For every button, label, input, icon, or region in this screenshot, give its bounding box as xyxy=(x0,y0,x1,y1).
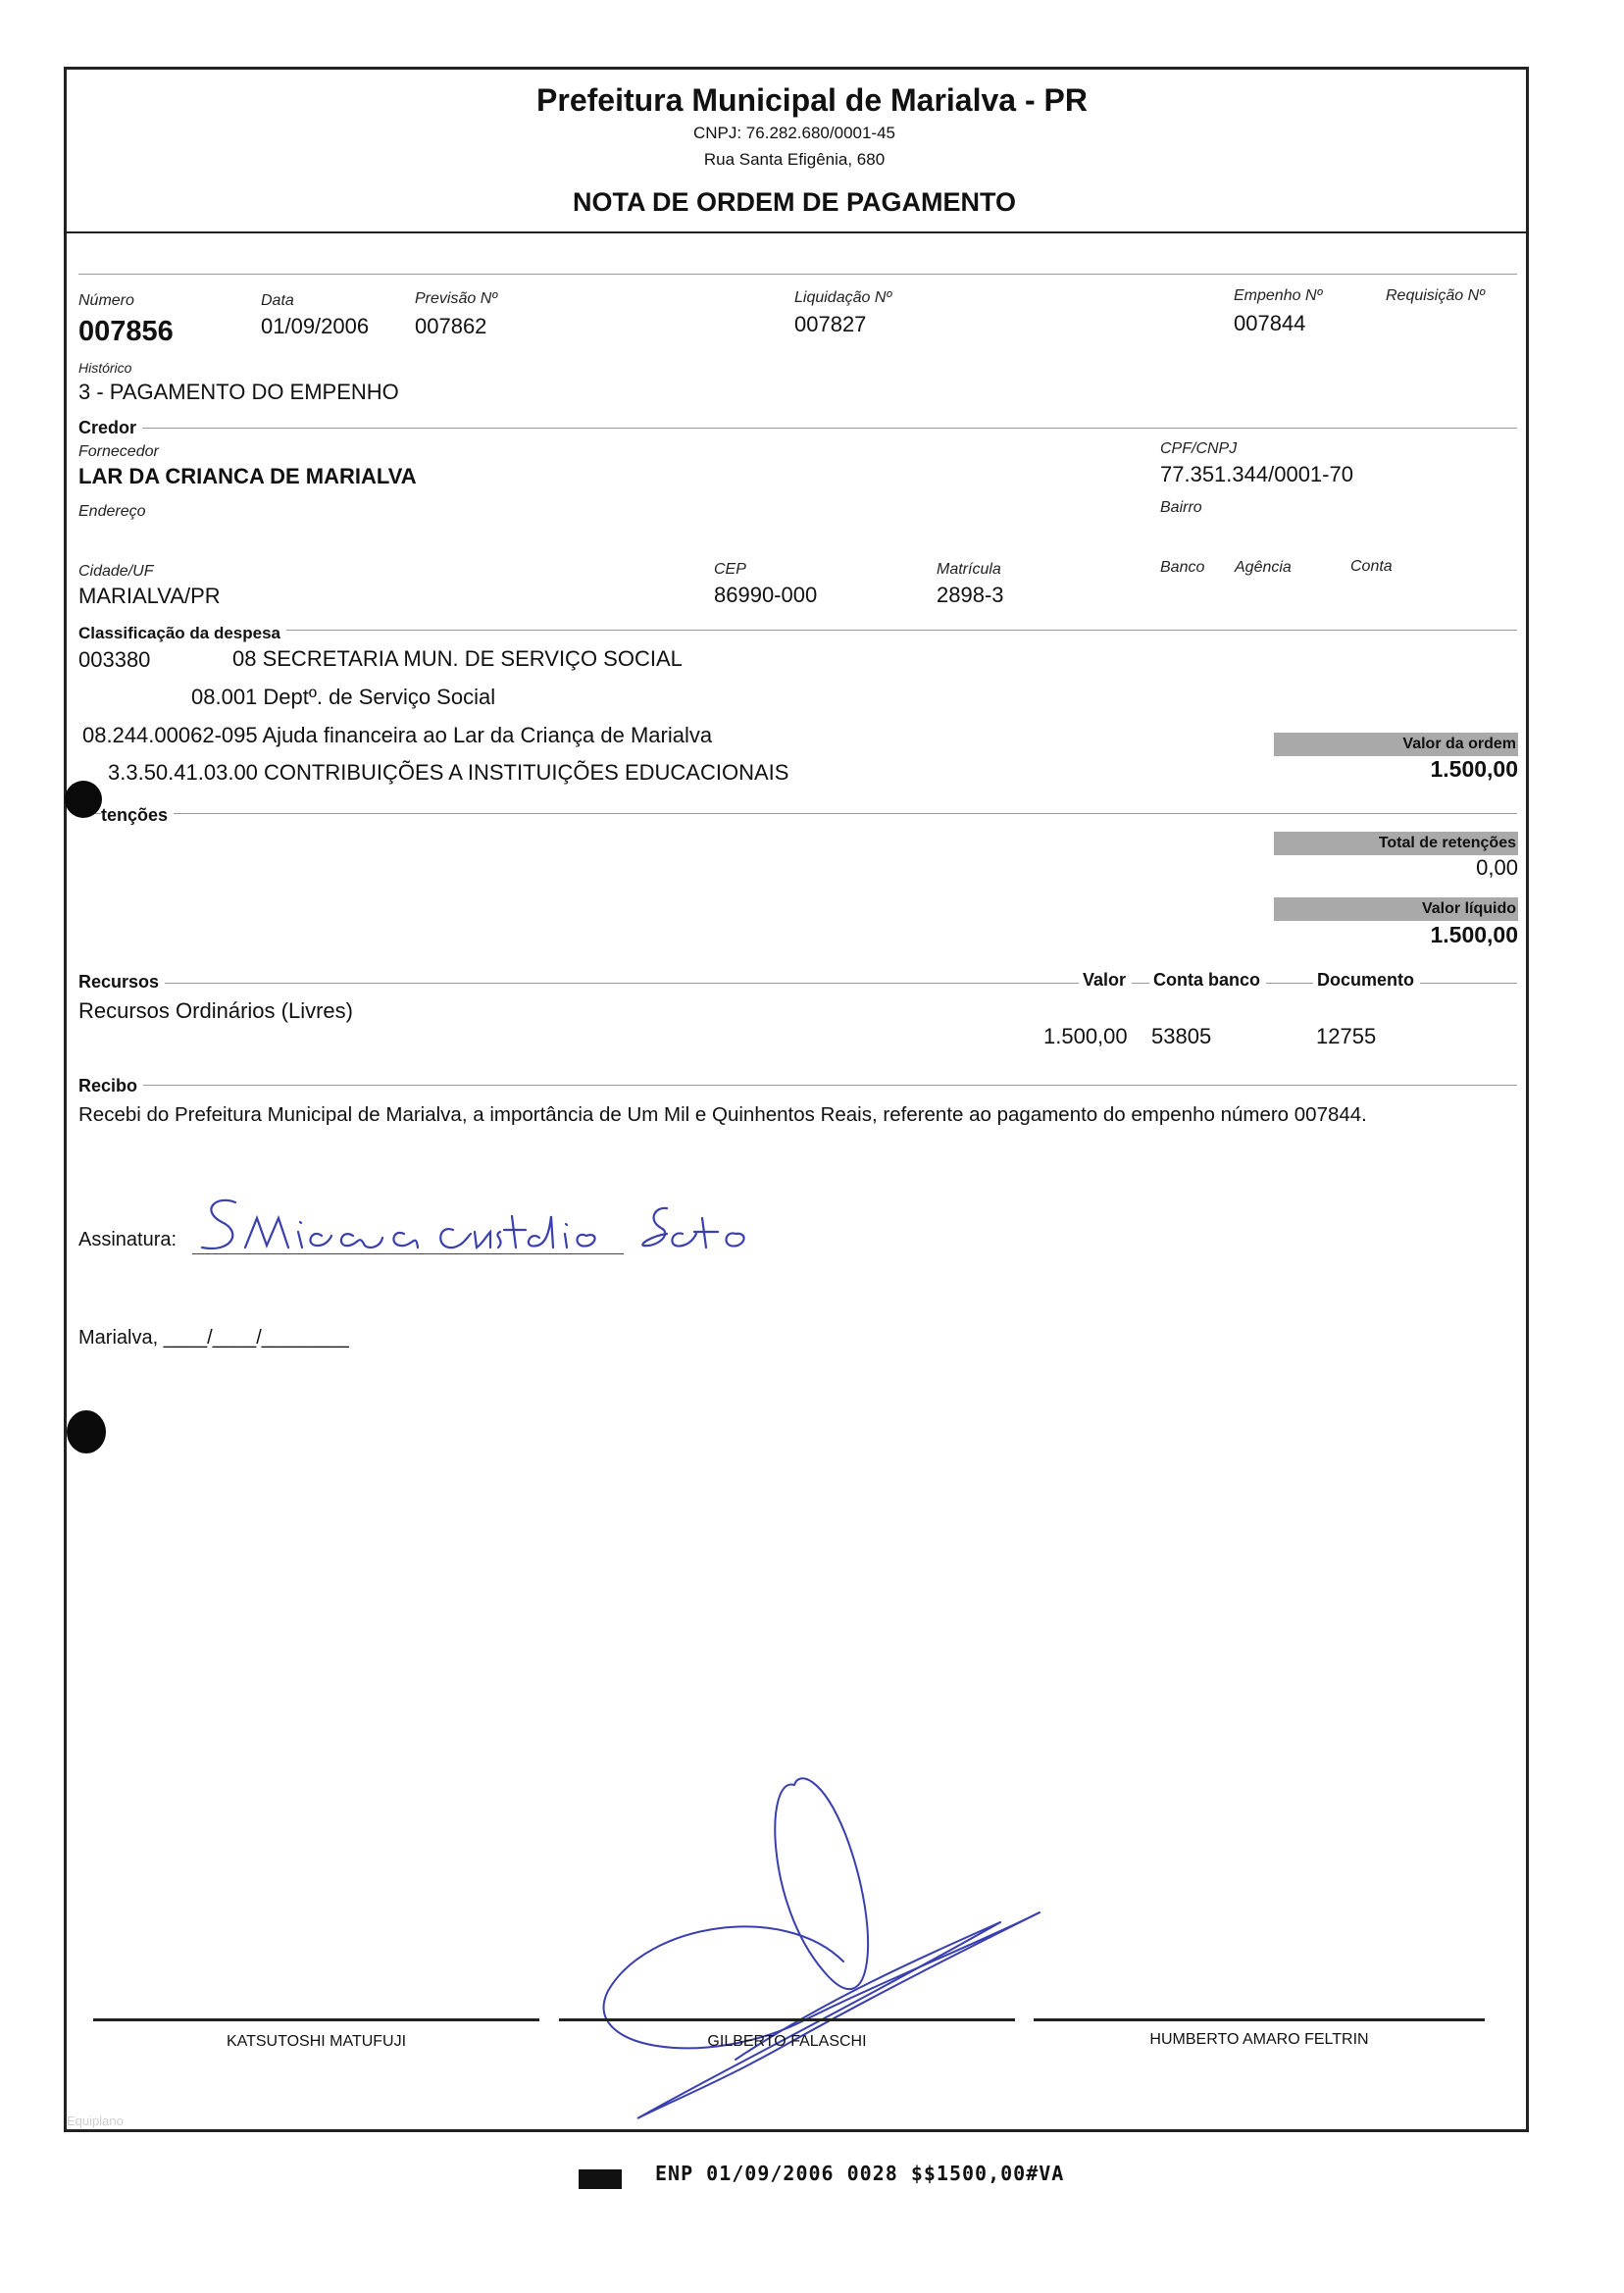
handwritten-signature xyxy=(196,1189,794,1267)
endereco-label: Endereço xyxy=(78,503,146,520)
signature-scribble xyxy=(588,1765,1059,2138)
historico-value: 3 - PAGAMENTO DO EMPENHO xyxy=(78,380,399,404)
classificacao-code: 003380 xyxy=(78,647,151,672)
signatory-2: GILBERTO FALASCHI xyxy=(707,2033,867,2050)
fornecedor-value: LAR DA CRIANCA DE MARIALVA xyxy=(78,464,417,488)
recursos-valor: 1.500,00 xyxy=(1043,1024,1128,1048)
credor-section: Credor xyxy=(78,418,142,438)
valor-ordem-value: 1.500,00 xyxy=(1430,756,1518,782)
header-divider xyxy=(65,231,1528,233)
classificacao-org: 08 SECRETARIA MUN. DE SERVIÇO SOCIAL xyxy=(232,646,683,671)
recibo-divider xyxy=(78,1085,1517,1086)
empenho-value: 007844 xyxy=(1234,311,1306,335)
signature-line-2 xyxy=(559,2018,1015,2021)
recursos-section: Recursos xyxy=(78,972,165,993)
cpf-label: CPF/CNPJ xyxy=(1160,440,1238,457)
liquidacao-value: 007827 xyxy=(794,312,867,336)
matricula-label: Matrícula xyxy=(937,561,1001,578)
valor-liquido-value: 1.500,00 xyxy=(1430,922,1518,947)
signature-line-3 xyxy=(1034,2018,1485,2021)
bank-stamp-mark xyxy=(579,2169,622,2189)
classificacao-element: 3.3.50.41.03.00 CONTRIBUIÇÕES A INSTITUIÇÕES EDUCACIONAIS xyxy=(108,760,789,785)
numero-value: 007856 xyxy=(78,316,174,347)
credor-divider xyxy=(78,428,1517,429)
document-title: NOTA DE ORDEM DE PAGAMENTO xyxy=(572,187,1016,217)
ink-blot xyxy=(65,781,102,818)
classificacao-section: Classificação da despesa xyxy=(78,624,286,643)
fornecedor-label: Fornecedor xyxy=(78,443,159,460)
header-address: Rua Santa Efigênia, 680 xyxy=(703,150,886,169)
recursos-conta: 53805 xyxy=(1151,1024,1212,1048)
order-divider xyxy=(78,274,1517,275)
cpf-value: 77.351.344/0001-70 xyxy=(1160,462,1353,486)
header-cnpj: CNPJ: 76.282.680/0001-45 xyxy=(692,124,896,142)
conta-label: Conta xyxy=(1350,558,1393,575)
signatory-3: HUMBERTO AMARO FELTRIN xyxy=(1149,2031,1369,2048)
agencia-label: Agência xyxy=(1235,559,1292,576)
cep-label: CEP xyxy=(714,561,746,578)
cidade-value: MARIALVA/PR xyxy=(78,584,221,608)
classificacao-unit: 08.001 Deptº. de Serviço Social xyxy=(191,685,496,709)
data-label: Data xyxy=(261,292,294,309)
signatory-1: KATSUTOSHI MATUFUJI xyxy=(226,2033,407,2050)
empenho-label: Empenho Nº xyxy=(1234,287,1323,304)
historico-label: Histórico xyxy=(78,360,132,376)
matricula-value: 2898-3 xyxy=(937,583,1004,607)
retencoes-divider xyxy=(78,813,1517,814)
banco-label: Banco xyxy=(1160,559,1205,576)
bank-stamp: ENP 01/09/2006 0028 $$1500,00#VA xyxy=(655,2162,1065,2185)
recursos-valor-label: Valor xyxy=(1079,970,1132,991)
cidade-label: Cidade/UF xyxy=(78,563,154,580)
local-data-line: Marialva, ____/____/________ xyxy=(78,1327,349,1349)
previsao-value: 007862 xyxy=(415,314,487,338)
page-title: Prefeitura Municipal de Marialva - PR xyxy=(536,82,1088,118)
cep-value: 86990-000 xyxy=(714,583,818,607)
recursos-divider xyxy=(78,983,1517,984)
recursos-conta-label: Conta banco xyxy=(1149,970,1266,991)
liquidacao-label: Liquidação Nº xyxy=(794,289,892,306)
requisicao-label: Requisição Nº xyxy=(1386,287,1485,304)
total-retencoes-value: 0,00 xyxy=(1476,855,1518,880)
recibo-text: Recebi do Prefeitura Municipal de Marialva, a importância de Um Mil e Quinhentos Reais, referente ao pagamento do empenho número 007844. xyxy=(78,1103,1367,1126)
recibo-section: Recibo xyxy=(78,1076,143,1096)
valor-liquido-label: Valor líquido xyxy=(1274,897,1518,921)
assinatura-label: Assinatura: xyxy=(78,1229,178,1250)
punch-hole-mark xyxy=(67,1410,106,1453)
recursos-fonte: Recursos Ordinários (Livres) xyxy=(78,998,353,1023)
bairro-label: Bairro xyxy=(1160,499,1202,516)
equiplano-watermark: Equiplano xyxy=(67,2114,124,2128)
classificacao-divider xyxy=(78,630,1517,631)
numero-label: Número xyxy=(78,292,134,309)
classificacao-program: 08.244.00062-095 Ajuda financeira ao Lar da Criança de Marialva xyxy=(82,723,713,747)
recursos-documento: 12755 xyxy=(1316,1024,1377,1048)
signature-line-1 xyxy=(93,2018,539,2021)
previsao-label: Previsão Nº xyxy=(415,290,498,307)
recursos-documento-label: Documento xyxy=(1313,970,1420,991)
data-value: 01/09/2006 xyxy=(261,314,370,338)
retencoes-section: tenções xyxy=(101,805,174,826)
valor-ordem-label: Valor da ordem xyxy=(1274,733,1518,756)
total-retencoes-label: Total de retenções xyxy=(1274,832,1518,855)
